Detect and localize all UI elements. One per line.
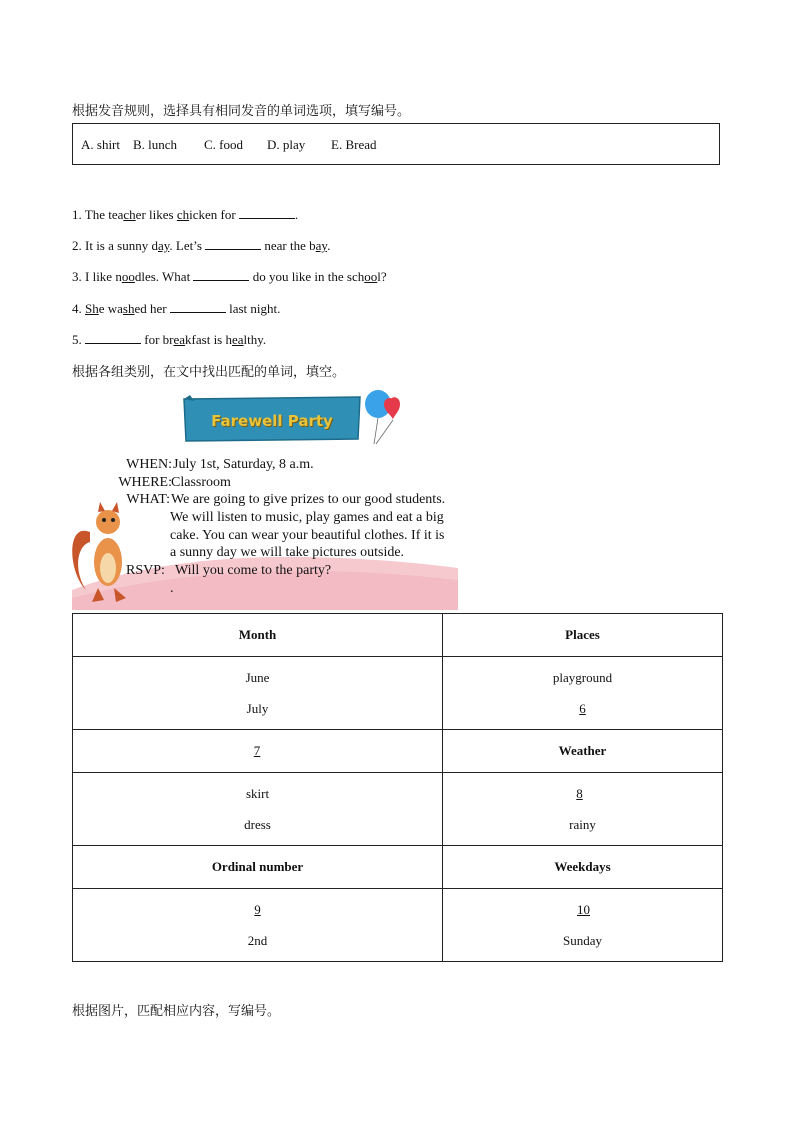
weekdays-cell [443,889,723,962]
header-weekdays: Weekdays [443,846,723,889]
option-d: D. play [267,137,306,152]
section2-instruction: 根据各组类别，在文中找出匹配的单词，填空。 [72,365,346,380]
rsvp-label: RSVP: [126,563,165,578]
cell-value: playground [552,670,613,685]
cell-value: rainy [569,817,596,832]
places-cell [443,657,723,730]
farewell-party-flyer [72,390,458,610]
squirrel-icon [72,502,132,607]
weather-cell [443,773,723,846]
cell-value: June [245,670,270,685]
answer-blank-6[interactable]: 6 [579,701,586,716]
answer-blank[interactable] [205,237,261,250]
header-blank-7 [73,730,443,773]
answer-blank[interactable] [239,206,295,219]
answer-blank[interactable] [170,300,226,313]
header-places: Places [443,614,723,657]
option-e: E. Bread [331,137,377,152]
banner-title: Farewell Party [211,412,333,430]
where-label: WHERE: [118,475,172,490]
answer-blank-10[interactable]: 10 [577,902,590,917]
cell-value: dress [244,817,271,832]
when-label: WHEN: [126,457,172,472]
question-5: 5. for breakfast is healthy. [72,332,267,347]
cell-value: July [246,701,269,716]
where-value: Classroom [171,475,231,490]
clothes-cell [73,773,443,846]
option-c: C. food [204,137,243,152]
what-label: WHAT: [126,492,170,507]
flyer-dot: . [170,581,174,596]
question-1: 1. The teacher likes chicken for . [72,207,299,222]
ordinal-cell [73,889,443,962]
section1-instruction: 根据发音规则，选择具有相同发音的单词选项，填写编号。 [72,104,411,119]
answer-blank[interactable] [193,268,249,281]
section3-instruction: 根据图片，匹配相应内容，写编号。 [72,1004,281,1019]
cell-value: skirt [245,786,270,801]
option-b: B. lunch [133,137,178,152]
what-line-3: cake. You can wear your beautiful clothes. If it is [170,528,445,543]
cell-value: Sunday [563,933,602,948]
question-4: 4. She washed her last night. [72,301,281,316]
header-month: Month [73,614,443,657]
options-box [72,123,720,165]
cell-value: 2nd [247,933,268,948]
option-a: A. shirt [81,137,120,152]
question-2: 2. It is a sunny day. Let’s near the bay. [72,238,331,253]
header-ordinal-number: Ordinal number [73,846,443,889]
header-weather: Weather [443,730,723,773]
what-line-2: We will listen to music, play games and eat a big [170,510,444,525]
when-value: July 1st, Saturday, 8 a.m. [173,457,314,472]
month-cell [73,657,443,730]
rsvp-value: Will you come to the party? [175,563,332,578]
what-line-4: a sunny day we will take pictures outside. [170,545,405,560]
answer-blank-9[interactable]: 9 [254,902,261,917]
answer-blank[interactable] [85,331,141,344]
answer-blank-8[interactable]: 8 [576,786,583,801]
what-line-1: We are going to give prizes to our good students. [171,492,446,507]
balloons-icon [360,390,410,445]
answer-blank-7[interactable]: 7 [253,743,261,758]
question-3: 3. I like noodles. What do you like in the school? [72,269,387,284]
category-table [72,613,723,962]
